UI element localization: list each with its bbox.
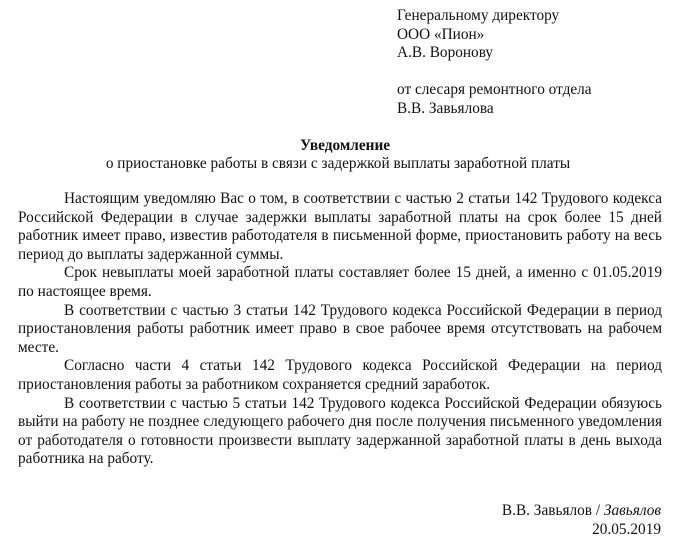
handwritten-signature: Завьялов [603, 502, 661, 519]
addressee-block [397, 7, 592, 118]
paragraph-delay-period: Срок невыплаты моей заработной платы составляет более 15 дней, а именно с 01.05.2019 по настоящее время. [18, 264, 662, 300]
signature-separator: / [592, 502, 604, 519]
paragraph-absence-right: В соответствии с частью 3 статьи 142 Трудового кодекса Российской Федерации в период приостановления работы работник имеет право в свое рабочее время отсутствовать на рабочем месте. [18, 301, 662, 356]
paragraph-legal-basis: Настоящим уведомляю Вас о том, в соответствии с частью 2 статьи 142 Трудового кодекса Российской Федерации в случае задержки выплаты заработной платы на срок более 15 дней работник имеет право, известив работодателя в письменной форме, приостановить работу на весь период до выплаты задержанной суммы. [18, 190, 662, 263]
addressee-company: ООО «Пион» [397, 25, 485, 43]
sender-position: от слесаря ремонтного отдела [397, 81, 592, 98]
sender-name: В.В. Завьялова [397, 99, 494, 117]
document-title: Уведомление [299, 137, 391, 154]
paragraph-return-obligation: В соответствии с частью 5 статьи 142 Трудового кодекса Российской Федерации обязуюсь выйти на работу не позднее следующего рабочего дня после получения письменного уведомления от работодателя о готовности произвести выплату задержанной заработной платы в день выхода работника на работу. [18, 394, 662, 468]
document-body [18, 190, 662, 469]
addressee-position: Генеральному директору [397, 7, 560, 24]
paragraph-average-salary: Согласно части 4 статьи 142 Трудового кодекса Российской Федерации на период приостановления работы за работником сохраняется средний заработок. [18, 357, 662, 393]
addressee-name: А.В. Воронову [397, 44, 494, 61]
signer-name: В.В. Завьялов [501, 502, 592, 519]
signature-block [502, 502, 661, 539]
document-subtitle: о приостановке работы в связи с задержкой выплаты заработной платы [105, 155, 571, 172]
signature-date: 20.05.2019 [592, 520, 661, 538]
addressee-spacer [397, 63, 592, 82]
signature-line [502, 502, 661, 521]
